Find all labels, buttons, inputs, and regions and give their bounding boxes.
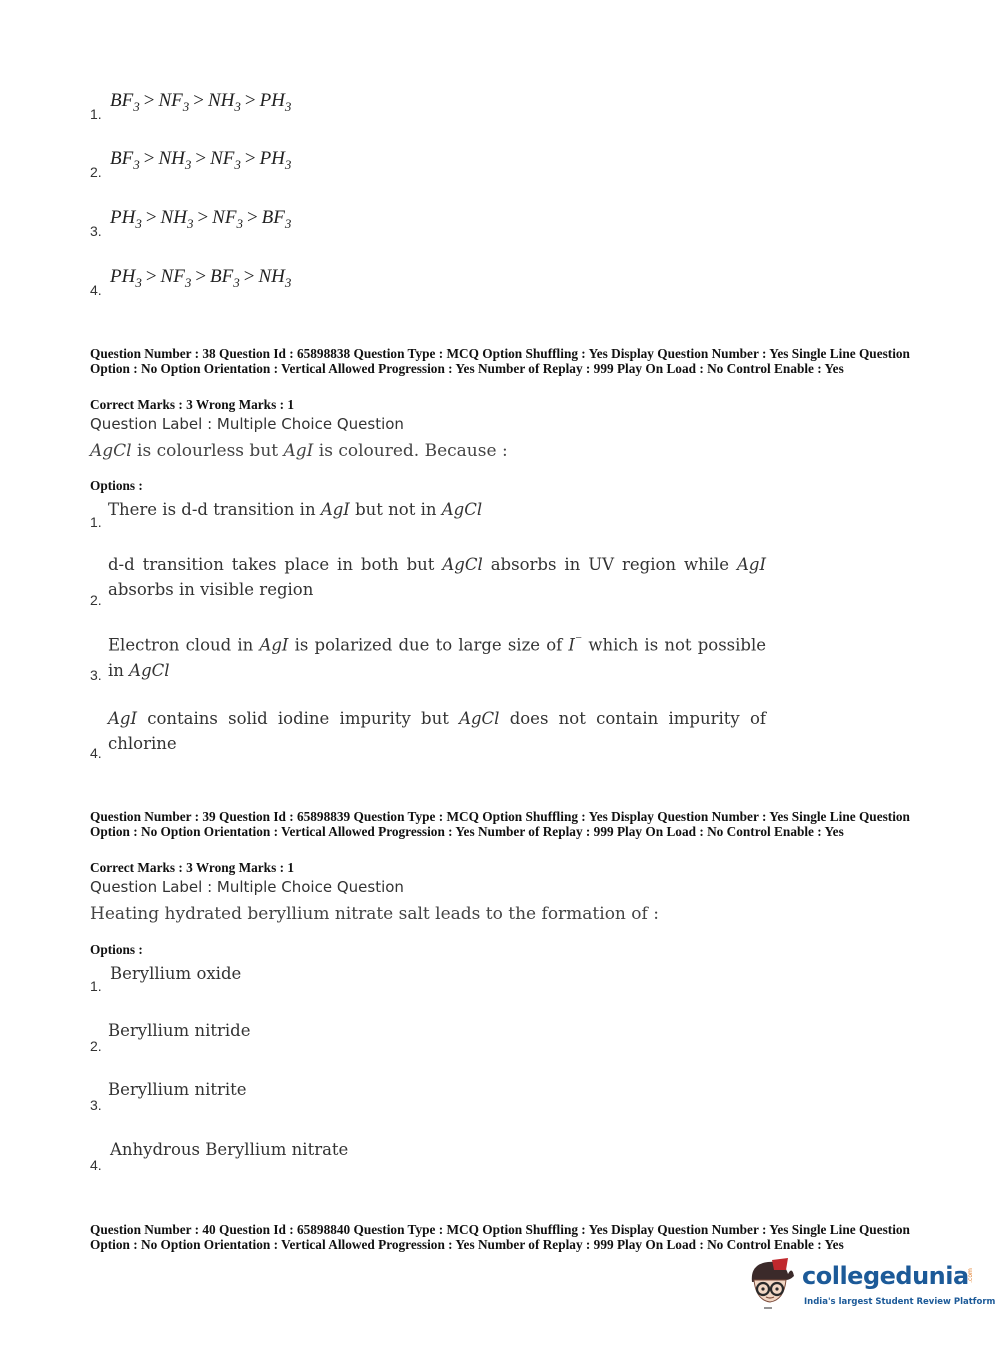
options-heading: Options : (90, 478, 143, 493)
q38-option-1[interactable]: There is d-d transition in AgI but not in AgCl (108, 500, 483, 519)
question-metadata: Question Number : 38 Question Id : 65898838 Question Type : MCQ Option Shuffling : Yes Display Question Number : Yes Single Line Question Option : No Option Orientation : Vertical Allowed Progression : Yes Number of Replay : 999 Play On Load : No Control Enable : Yes (90, 346, 910, 376)
marks-info: Correct Marks : 3 Wrong Marks : 1 (90, 860, 294, 875)
option-number: 3. (90, 223, 102, 239)
option-number: 2. (90, 592, 102, 608)
q39-option-1[interactable]: Beryllium oxide (110, 964, 242, 983)
q38-option-2[interactable]: d-d transition takes place in both but AgCl absorbs in UV region while AgI absorbs in visible region (108, 555, 766, 599)
logo-tagline: India's largest Student Review Platform (804, 1297, 996, 1307)
q37-option-4[interactable]: $PH_3 > NF_3 > BF_3 > NH_3$ (110, 266, 292, 290)
q38-option-3[interactable]: Electron cloud in AgI is polarized due to large size of I⁻ which is not possible in AgCl (108, 632, 767, 680)
option-number: 2. (90, 1038, 102, 1054)
logo-wordmark: collegedunia (802, 1262, 969, 1290)
option-number: 1. (90, 514, 102, 530)
option-number: 4. (90, 282, 102, 298)
question-label: Question Label : Multiple Choice Question (90, 415, 404, 433)
option-number: 4. (90, 1157, 102, 1173)
q38-option-4[interactable]: AgI contains solid iodine impurity but AgCl does not contain impurity of chlorine (108, 709, 766, 753)
question-metadata: Question Number : 39 Question Id : 65898839 Question Type : MCQ Option Shuffling : Yes Display Question Number : Yes Single Line Question Option : No Option Orientation : Vertical Allowed Progression : Yes Number of Replay : 999 Play On Load : No Control Enable : Yes (90, 809, 910, 839)
collegedunia-logo (742, 1256, 996, 1316)
mascot-icon (742, 1256, 798, 1316)
option-number: 1. (90, 978, 102, 994)
logo-suffix: .com (966, 1268, 974, 1283)
question-label: Question Label : Multiple Choice Question (90, 878, 404, 896)
options-heading: Options : (90, 942, 143, 957)
q39-option-3[interactable]: Beryllium nitrite (108, 1080, 247, 1099)
question-text: AgCl is colourless but AgI is coloured. Because : (90, 441, 508, 461)
option-number: 2. (90, 164, 102, 180)
question-metadata: Question Number : 40 Question Id : 65898840 Question Type : MCQ Option Shuffling : Yes Display Question Number : Yes Single Line Question Option : No Option Orientation : Vertical Allowed Progression : Yes Number of Replay : 999 Play On Load : No Control Enable : Yes (90, 1222, 910, 1252)
q37-option-2[interactable]: $BF_3 > NH_3 > NF_3 > PH_3$ (110, 148, 292, 172)
q39-option-2[interactable]: Beryllium nitride (108, 1021, 251, 1040)
option-number: 1. (90, 106, 102, 122)
q37-option-3[interactable]: $PH_3 > NH_3 > NF_3 > BF_3$ (110, 207, 292, 231)
q37-option-1[interactable]: $BF_3 > NF_3 > NH_3 > PH_3$ (110, 90, 292, 114)
question-text: Heating hydrated beryllium nitrate salt leads to the formation of : (90, 904, 659, 924)
option-number: 3. (90, 667, 102, 683)
q39-option-4[interactable]: Anhydrous Beryllium nitrate (110, 1140, 349, 1159)
option-number: 3. (90, 1097, 102, 1113)
marks-info: Correct Marks : 3 Wrong Marks : 1 (90, 397, 294, 412)
option-number: 4. (90, 745, 102, 761)
